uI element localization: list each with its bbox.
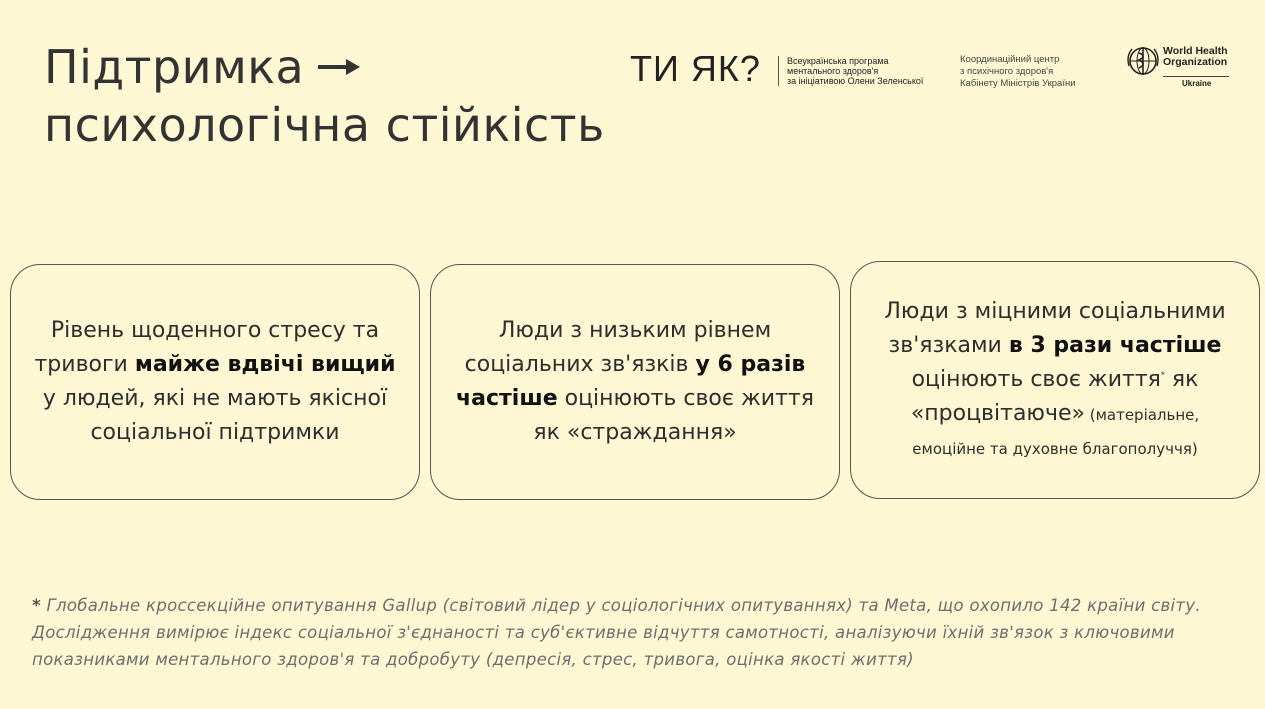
card-highlight: майже вдвічі вищий bbox=[134, 352, 396, 377]
stat-card-stress bbox=[10, 264, 420, 500]
tiyak-description bbox=[778, 56, 923, 86]
card-text-part: у людей, які не мають якісної соціальної підтримки bbox=[42, 386, 388, 445]
card-text-part: як «процвітаюче» bbox=[910, 367, 1199, 426]
coord-line: Координаційний центр bbox=[960, 54, 1060, 65]
card-note: (матеріальне, емоційне та духовне благополуччя) bbox=[912, 406, 1200, 458]
who-emblem-icon bbox=[1126, 44, 1160, 78]
partner-logos bbox=[630, 44, 1240, 94]
tiyak-logo: ТИ ЯК? bbox=[630, 48, 761, 89]
footnote-text: Глобальне кроссекційне опитування Gallup (світовий лідер у соціологічних опитуваннях) та Meta, що охопило 142 країни світу. Дослідження вимірює індекс соціальної з'єднаності та суб'єктивне відчуття самотності, аналізуючи їхній зв'язок з ключовими показниками ментального здоров'я та добробуту (депресія, стрес, тривога, оцінка якості життя) bbox=[32, 596, 1201, 669]
coord-line: Кабінету Міністрів України bbox=[960, 78, 1076, 89]
coord-line: з психічного здоров'я bbox=[960, 66, 1054, 77]
card-text-part: Рівень щоденного стресу та тривоги bbox=[34, 318, 380, 377]
card-text-part: оцінюють своє життя bbox=[911, 367, 1161, 392]
title-line-1: Підтримка bbox=[44, 40, 305, 94]
card-text bbox=[33, 314, 397, 450]
arrow-right-icon bbox=[318, 58, 360, 76]
tiyak-desc-line: Всеукраїнська програма bbox=[787, 56, 889, 66]
tiyak-desc-line: за ініціативою Олени Зеленської bbox=[787, 76, 924, 86]
card-text-part: Люди з низьким рівнем соціальних зв'язків bbox=[464, 318, 772, 377]
who-name-line: Organization bbox=[1163, 56, 1228, 68]
footnote bbox=[32, 592, 1242, 673]
card-text-part: оцінюють своє життя як «страждання» bbox=[533, 386, 814, 445]
who-divider bbox=[1163, 76, 1229, 77]
stat-card-thriving bbox=[850, 261, 1260, 499]
who-name bbox=[1163, 46, 1228, 68]
who-country: Ukraine bbox=[1182, 79, 1212, 88]
title-line-2: психологічна стійкість bbox=[44, 98, 605, 152]
coordination-center-logo bbox=[960, 54, 1076, 90]
who-logo bbox=[1126, 44, 1236, 94]
footnote-marker: * bbox=[1160, 370, 1165, 380]
card-text-part: Люди з міцними соціальними зв'язками bbox=[884, 299, 1226, 358]
card-text bbox=[873, 295, 1237, 465]
tiyak-desc-line: ментального здоров'я bbox=[787, 66, 879, 76]
card-text bbox=[453, 314, 817, 450]
stat-card-suffering bbox=[430, 264, 840, 500]
page-title bbox=[44, 38, 605, 154]
card-highlight: в 3 рази частіше bbox=[1008, 333, 1222, 358]
card-highlight: у 6 разів частіше bbox=[456, 352, 806, 411]
who-name-line: World Health bbox=[1163, 45, 1228, 57]
footnote-star: * bbox=[32, 596, 41, 615]
